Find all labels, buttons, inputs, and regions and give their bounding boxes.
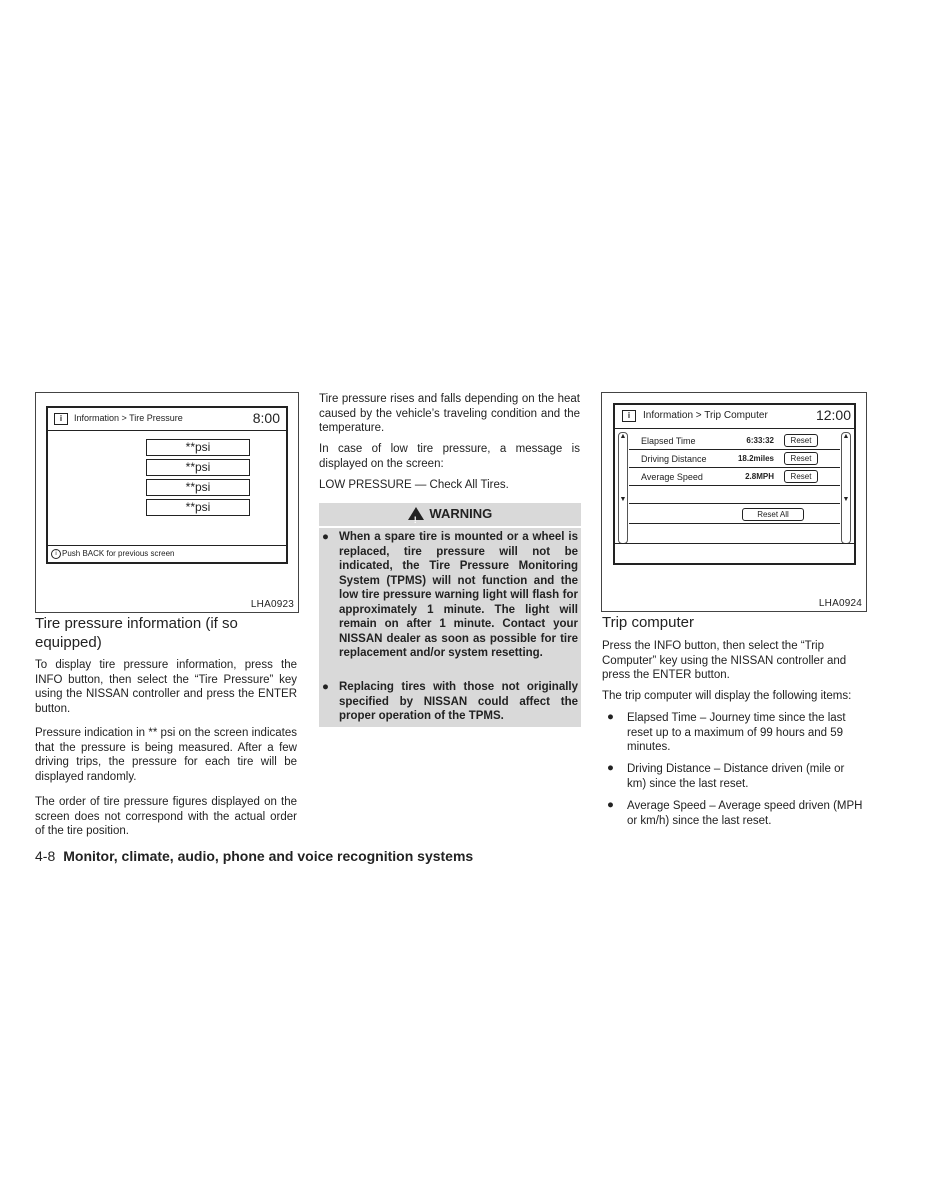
figure-code: LHA0924 [818, 598, 862, 609]
psi-box: **psi [146, 479, 250, 496]
warning-box [319, 503, 581, 727]
screen-title: Information > Tire Pressure [74, 413, 183, 423]
screen-title: Information > Trip Computer [643, 410, 768, 421]
tire-pressure-screen [46, 406, 288, 564]
trip-computer-figure [601, 392, 867, 612]
tire-pressure-figure [35, 392, 299, 613]
paragraph: Press the INFO button, then select the “Trip Computer” key using the NISSAN controller and press the ENTER button. [602, 640, 847, 681]
screen-title-bar [615, 405, 854, 429]
list-item: ● Elapsed Time – Journey time since the last reset up to a maximum of 99 hours and 59 minutes. [607, 711, 846, 753]
chapter-title: Monitor, climate, audio, phone and voice recognition systems [63, 848, 474, 864]
paragraph: The trip computer will display the following items: [602, 690, 852, 702]
bullet-list [602, 711, 865, 871]
clock: 12:00 [815, 407, 851, 423]
info-icon: i [54, 413, 68, 425]
reset-all-button[interactable]: Reset All [742, 508, 804, 521]
list-item: ● Average Speed – Average speed driven (MPH or km/h) since the last reset. [607, 799, 863, 827]
psi-box: **psi [146, 459, 250, 476]
trip-computer-screen [613, 403, 856, 565]
trip-row: Driving Distance 18.2miles Reset [629, 450, 840, 468]
clock: 8:00 [252, 410, 280, 426]
paragraph: Pressure indication in ** psi on the screen indicates that the pressure is being measured. After a few driving trips, the pressure for each tire will be displayed randomly. [35, 727, 297, 783]
warning-triangle-icon: ! [408, 507, 424, 520]
figure-code: LHA0923 [250, 599, 294, 610]
warning-item: ● Replacing tires with those not originally specified by NISSAN could affect the proper operation of the TPMS. [322, 681, 578, 722]
psi-box: **psi [146, 499, 250, 516]
scrollbar-right[interactable]: ▲ ▼ [841, 432, 851, 544]
info-icon: i [622, 410, 636, 422]
info-circle-icon: i [51, 549, 61, 559]
trip-row: Elapsed Time 6:33:32 Reset [629, 432, 840, 450]
screen-title-bar [48, 408, 286, 431]
list-item: ● Driving Distance – Distance driven (mile or km) since the last reset. [607, 762, 845, 790]
reset-button[interactable]: Reset [784, 452, 818, 465]
page-number: 4-8 [35, 848, 56, 864]
psi-box: **psi [146, 439, 250, 456]
paragraph: In case of low tire pressure, a message is displayed on the screen: [319, 443, 580, 470]
trip-row: Average Speed 2.8MPH Reset [629, 468, 840, 486]
paragraph: The order of tire pressure figures displayed on the screen does not correspond with the actual order of the tire position. [35, 796, 297, 837]
paragraph: LOW PRESSURE — Check All Tires. [319, 479, 509, 491]
screen-footer [48, 545, 286, 562]
page-footer [35, 848, 473, 864]
paragraph: To display tire pressure information, press the INFO button, then select the “Tire Pressure” key using the NISSAN controller and press the ENTER button. [35, 659, 297, 715]
warning-header: ! WARNING [319, 503, 581, 525]
paragraph: Tire pressure rises and falls depending on the heat caused by the vehicle’s traveling condition and the temperature. [319, 393, 580, 434]
reset-button[interactable]: Reset [784, 470, 818, 483]
trip-row [629, 504, 840, 524]
trip-row [629, 486, 840, 504]
section-heading: Trip computer [602, 614, 694, 631]
section-heading: Tire pressure information (if so equipped) [35, 615, 238, 651]
reset-button[interactable]: Reset [784, 434, 818, 447]
back-hint: Push BACK for previous screen [62, 549, 175, 558]
scrollbar-left[interactable]: ▲ ▼ [618, 432, 628, 544]
warning-item: ● When a spare tire is mounted or a wheel is replaced, tire pressure will not be indicated, the Tire Pressure Monitoring System (TPMS) will not function and the low tire pressure warning light will flash for approximately 1 minute. The light will remain on after 1 minute. Contact your NISSAN dealer as soon as possible for tire replacement and/or system resetting. [322, 531, 578, 659]
